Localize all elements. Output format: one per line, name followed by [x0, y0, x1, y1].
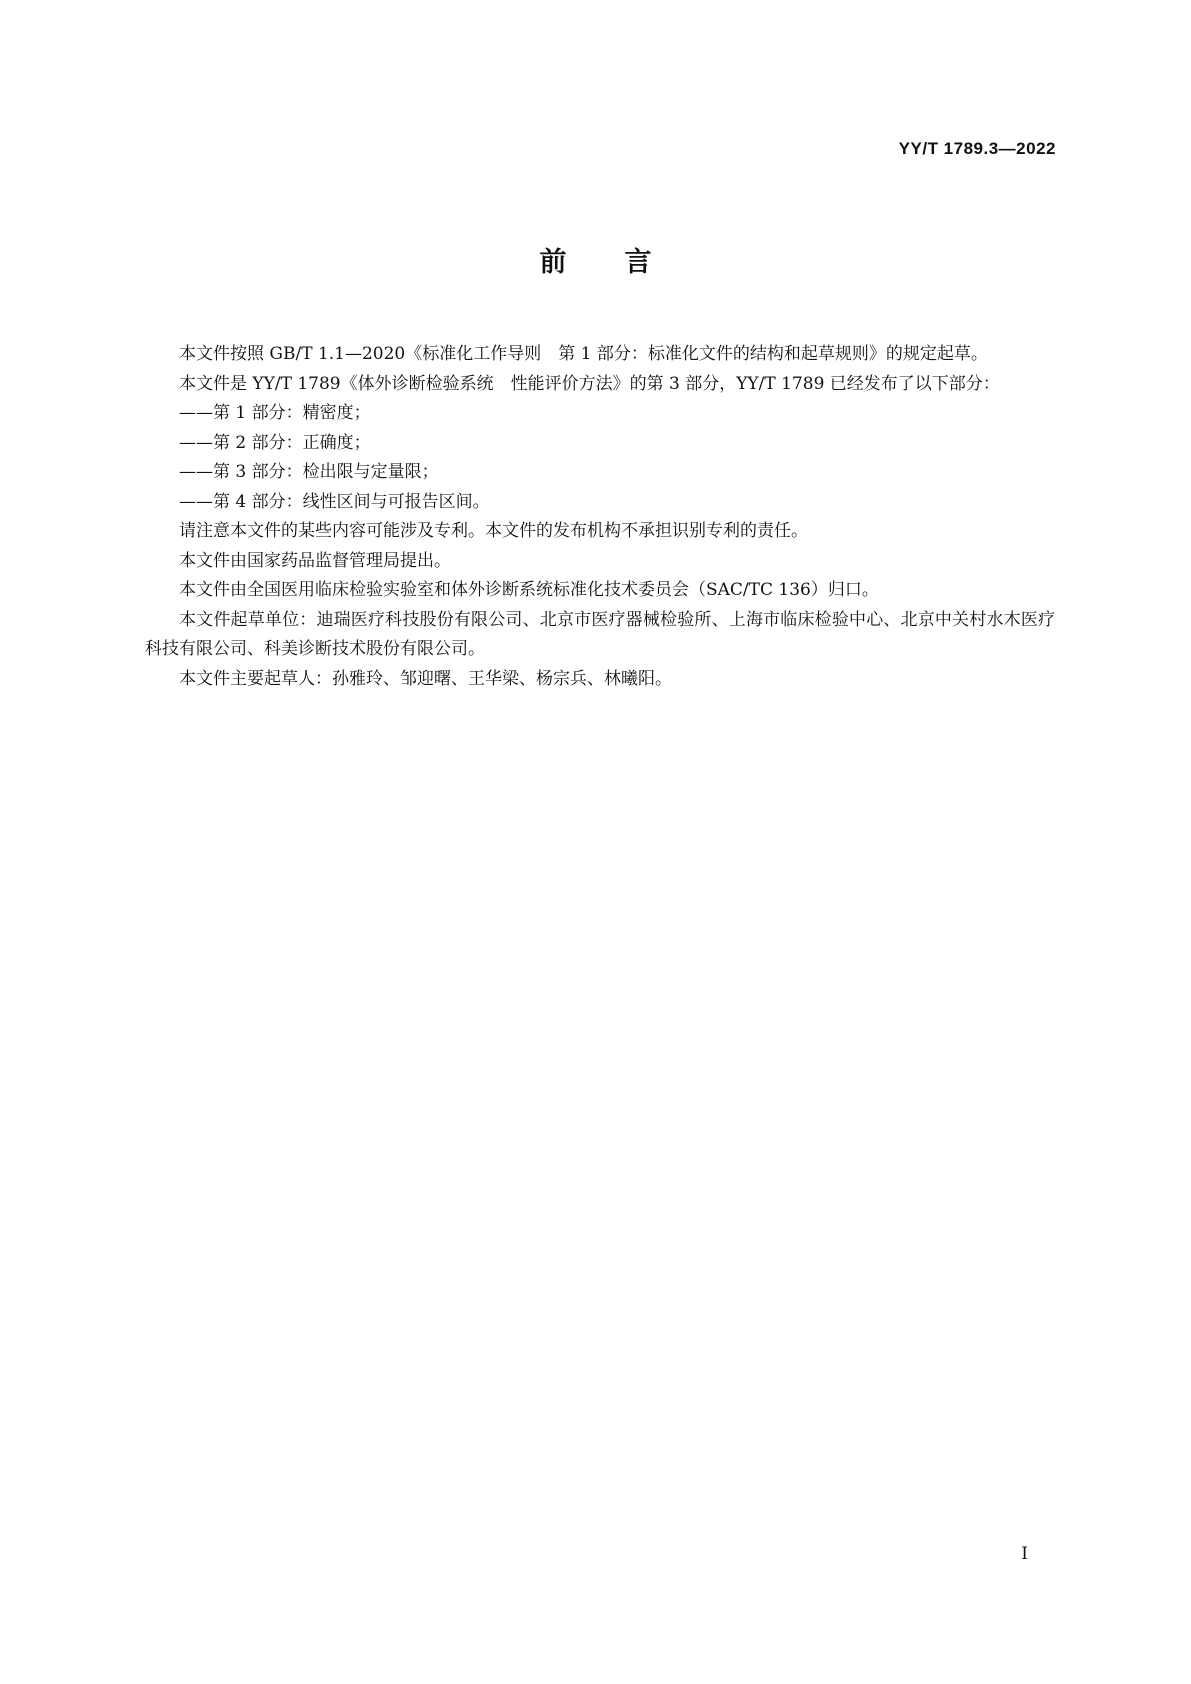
document-code: YY/T 1789.3—2022 [898, 139, 1056, 158]
list-item-part-1: ——第 1 部分：精密度； [179, 403, 371, 423]
list-item-part-4: ——第 4 部分：线性区间与可报告区间。 [179, 491, 490, 512]
paragraph-drafting-rules: 本文件按照 GB/T 1.1—2020《标准化工作导则 第 1 部分：标准化文件的结构和起草规则》的规定起草。 [179, 344, 988, 364]
list-item-part-2: ——第 2 部分：正确度； [179, 432, 371, 453]
foreword-body [145, 340, 1055, 694]
list-item-part-3: ——第 3 部分：检出限与定量限； [179, 462, 439, 482]
paragraph-drafters: 本文件主要起草人：孙雅玲、邹迎曙、王华梁、杨宗兵、林曦阳。 [179, 668, 672, 689]
paragraph-patent-notice: 请注意本文件的某些内容可能涉及专利。本文件的发布机构不承担识别专利的责任。 [179, 521, 808, 541]
paragraph-drafting-units: 本文件起草单位：迪瑞医疗科技股份有限公司、北京市医疗器械检验所、上海市临床检验中心、北京中关村水木医疗科技有限公司、科美诊断技术股份有限公司。 [145, 609, 1055, 659]
paragraph-series-parts: 本文件是 YY/T 1789《体外诊断检验系统 性能评价方法》的第 3 部分，YY/T 1789 已经发布了以下部分： [179, 373, 1000, 394]
paragraph-committee: 本文件由全国医用临床检验实验室和体外诊断系统标准化技术委员会（SAC/TC 136）归口。 [179, 580, 879, 600]
section-title: 前言 [539, 247, 710, 278]
page-number: I [1021, 1544, 1028, 1564]
paragraph-proposer: 本文件由国家药品监督管理局提出。 [179, 550, 451, 571]
